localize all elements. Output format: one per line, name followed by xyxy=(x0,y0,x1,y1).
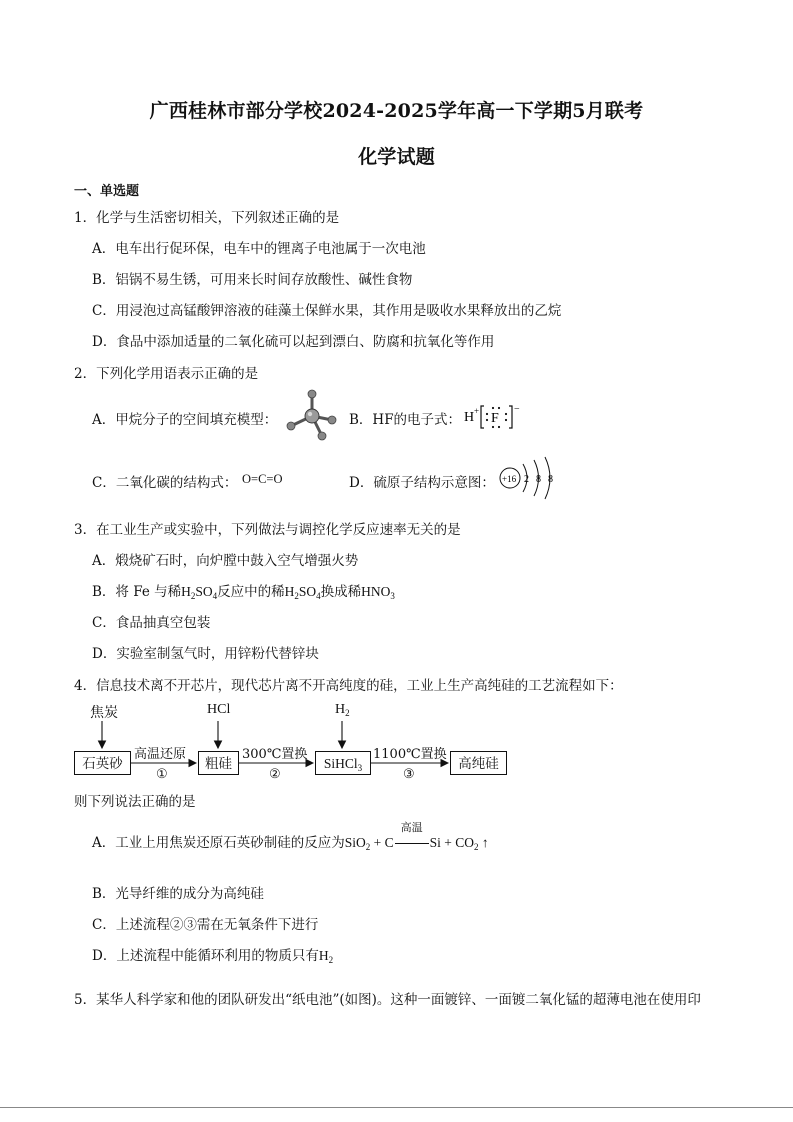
q4-stem: 4．信息技术离不开芯片，现代芯片离不开高纯度的硅，工业上生产高纯硅的工艺流程如下： xyxy=(74,678,623,694)
flow-box-sihcl3: SiHCl$_3$ xyxy=(315,751,371,775)
sulfur-shell-3: 8 xyxy=(548,474,553,485)
q1-option-c: C．用浸泡过高锰酸钾溶液的硅藻土保鲜水果，其作用是吸收水果释放出的乙烷 xyxy=(92,303,562,319)
flow-step3-label: 1100℃置换 xyxy=(373,747,447,762)
hf-f-symbol: F xyxy=(491,411,499,426)
q4-option-d-text: D．上述流程中能循环利用的物质只有 xyxy=(92,948,319,964)
flow-box-quartz-sand: 石英砂 xyxy=(74,751,131,775)
q4-option-a: A．工业上用焦炭还原石英砂制硅的反应为SiO$_2$ + C 高温 $Si + CO_2$ ↑ xyxy=(92,831,489,851)
flow-box-crude-silicon: 粗硅 xyxy=(198,751,239,775)
section-heading: 一、单选题 xyxy=(74,184,140,199)
flow-step2-label: 300℃置换 xyxy=(242,747,308,762)
q1-option-a: A．电车出行促环保，电车中的锂离子电池属于一次电池 xyxy=(92,241,426,257)
q3-option-c: C．食品抽真空包装 xyxy=(92,615,211,631)
q3-option-b: B．将 Fe 与稀$H_2SO_4$反应中的稀$H_2SO_4$换成稀$HNO_3$ xyxy=(92,584,395,601)
q2-option-c: C．二氧化碳的结构式： xyxy=(92,475,238,491)
q4-option-c: C．上述流程②③需在无氧条件下进行 xyxy=(92,917,319,933)
sulfur-shell-1: 2 xyxy=(524,474,529,485)
page-bottom-rule xyxy=(0,1107,793,1108)
exam-subtitle: 化学试题 xyxy=(358,146,435,168)
flow-box-pure-silicon: 高纯硅 xyxy=(450,751,507,775)
q2-option-b: B．HF的电子式： xyxy=(349,412,462,428)
flow-step1-number: ① xyxy=(156,767,168,782)
q4-option-b: B．光导纤维的成分为高纯硅 xyxy=(92,886,264,902)
q3-option-a: A．煅烧矿石时，向炉膛中鼓入空气增强火势 xyxy=(92,553,359,569)
q5-stem: 5．某华人科学家和他的团队研发出“纸电池”(如图)。这种一面镀锌、一面镀二氧化锰的超薄电池在使用印 xyxy=(74,992,701,1008)
q3-option-b-part2: 反应中的稀 xyxy=(217,584,285,600)
q4-option-a-text: A．工业上用焦炭还原石英砂制硅的反应为 xyxy=(92,835,345,851)
q2-stem: 2．下列化学用语表示正确的是 xyxy=(74,366,259,382)
hf-h-symbol: H xyxy=(464,410,475,425)
flow-input-hcl: HCl xyxy=(207,702,231,717)
q3-stem: 3．在工业生产或实验中，下列做法与调控化学反应速率无关的是 xyxy=(74,522,461,538)
sulfur-nucleus-label: +16 xyxy=(502,474,517,484)
q3-option-b-part1: B．将 Fe 与稀 xyxy=(92,584,182,600)
q4-reaction-condition: 高温 xyxy=(400,822,423,834)
q1-option-d: D．食品中添加适量的二氧化硫可以起到漂白、防腐和抗氧化等作用 xyxy=(92,334,495,350)
q4-followup: 则下列说法正确的是 xyxy=(74,794,196,810)
q2-option-a: A．甲烷分子的空间填充模型： xyxy=(92,412,278,428)
svg-text:−: − xyxy=(514,404,520,415)
q3-option-b-part3: 换成稀 xyxy=(320,584,362,600)
q1-stem: 1．化学与生活密切相关，下列叙述正确的是 xyxy=(74,210,340,226)
q3-option-d: D．实验室制氢气时，用锌粉代替锌块 xyxy=(92,646,319,662)
flow-step1-label: 高温还原 xyxy=(134,747,187,762)
flow-input-coke: 焦炭 xyxy=(90,706,118,721)
flow-input-h2: $H_2$ xyxy=(335,702,350,718)
flow-step2-number: ② xyxy=(269,767,281,782)
exam-title: 广西桂林市部分学校2024-2025学年高一下学期5月联考 xyxy=(149,100,644,122)
sulfur-shell-2: 8 xyxy=(536,474,541,485)
q2-option-d: D．硫原子结构示意图： xyxy=(349,475,495,491)
q1-option-b: B．铝锅不易生锈，可用来长时间存放酸性、碱性食物 xyxy=(92,272,413,288)
svg-text:+: + xyxy=(474,406,480,416)
flow-step3-number: ③ xyxy=(403,767,415,782)
co2-structural-formula: O=C=O xyxy=(242,472,283,486)
q4-option-d: D．上述流程中能循环利用的物质只有$H_2$ xyxy=(92,948,334,965)
